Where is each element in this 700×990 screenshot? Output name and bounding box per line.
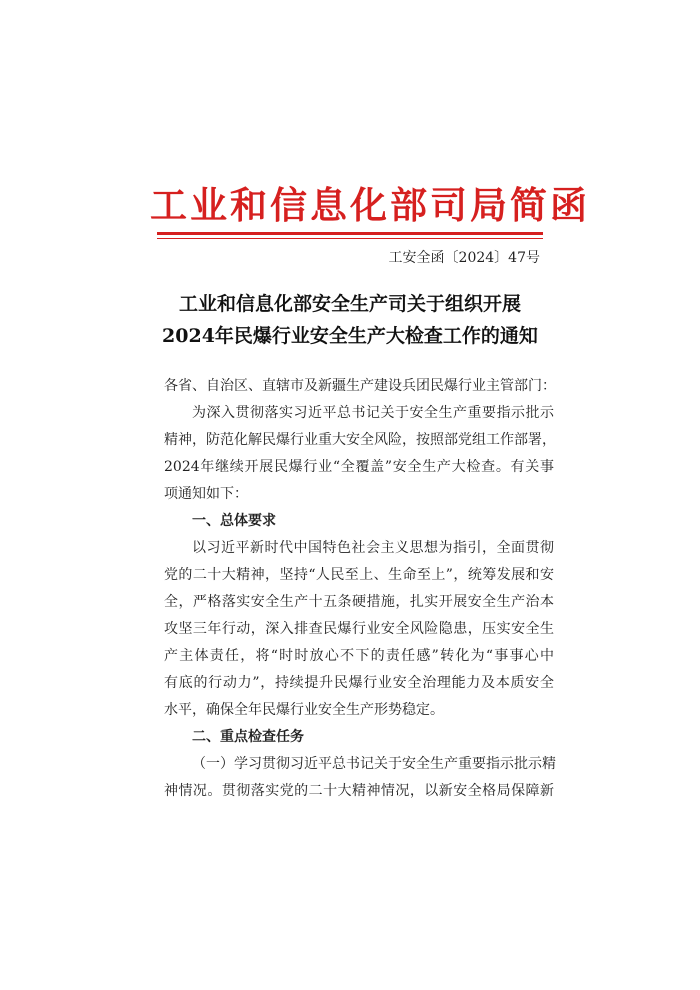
document-body	[164, 373, 554, 805]
section-2-line: 神情况。贯彻落实党的二十大精神情况，以新安全格局保障新	[164, 783, 554, 799]
intro-line: 项通知如下：	[164, 486, 248, 502]
section-1-line: 以习近平新时代中国特色社会主义思想为指引，全面贯彻	[192, 540, 554, 556]
intro-line: 精神，防范化解民爆行业重大安全风险，按照部党组工作部署，	[164, 432, 556, 448]
section-1-line: 水平，确保全年民爆行业安全生产形势稳定。	[164, 702, 444, 718]
section-1-line: 攻坚三年行动，深入排查民爆行业安全风险隐患，压实安全生	[164, 621, 554, 637]
letterhead-rule-thin	[157, 238, 543, 239]
section-1-line: 党的二十大精神，坚持“人民至上、生命至上”，统筹发展和安	[164, 567, 554, 583]
letterhead-title: 工业和信息化部司局简函	[150, 183, 590, 227]
recipient-line: 各省、自治区、直辖市及新疆生产建设兵团民爆行业主管部门：	[164, 378, 556, 394]
document-title-line-2: 2024年民爆行业安全生产大检查工作的通知	[162, 325, 538, 347]
section-2-line: （一）学习贯彻习近平总书记关于安全生产重要指示批示精	[192, 756, 556, 772]
intro-line: 为深入贯彻落实习近平总书记关于安全生产重要指示批示	[192, 405, 554, 421]
section-1-heading: 一、总体要求	[192, 513, 276, 529]
document-title-line-1: 工业和信息化部安全生产司关于组织开展	[178, 293, 521, 315]
section-1-line: 全，严格落实安全生产十五条硬措施，扎实开展安全生产治本	[164, 594, 554, 610]
document-number: 工安全函〔2024〕47号	[388, 250, 540, 266]
letterhead-rule-thick	[157, 232, 543, 235]
section-2-heading: 二、重点检查任务	[192, 729, 304, 745]
section-1-line: 产主体责任，将“时时放心不下的责任感”转化为“事事心中	[164, 648, 554, 664]
intro-line: 2024年继续开展民爆行业“全覆盖”安全生产大检查。有关事	[164, 459, 554, 475]
section-1-line: 有底的行动力”，持续提升民爆行业安全治理能力及本质安全	[164, 675, 554, 691]
